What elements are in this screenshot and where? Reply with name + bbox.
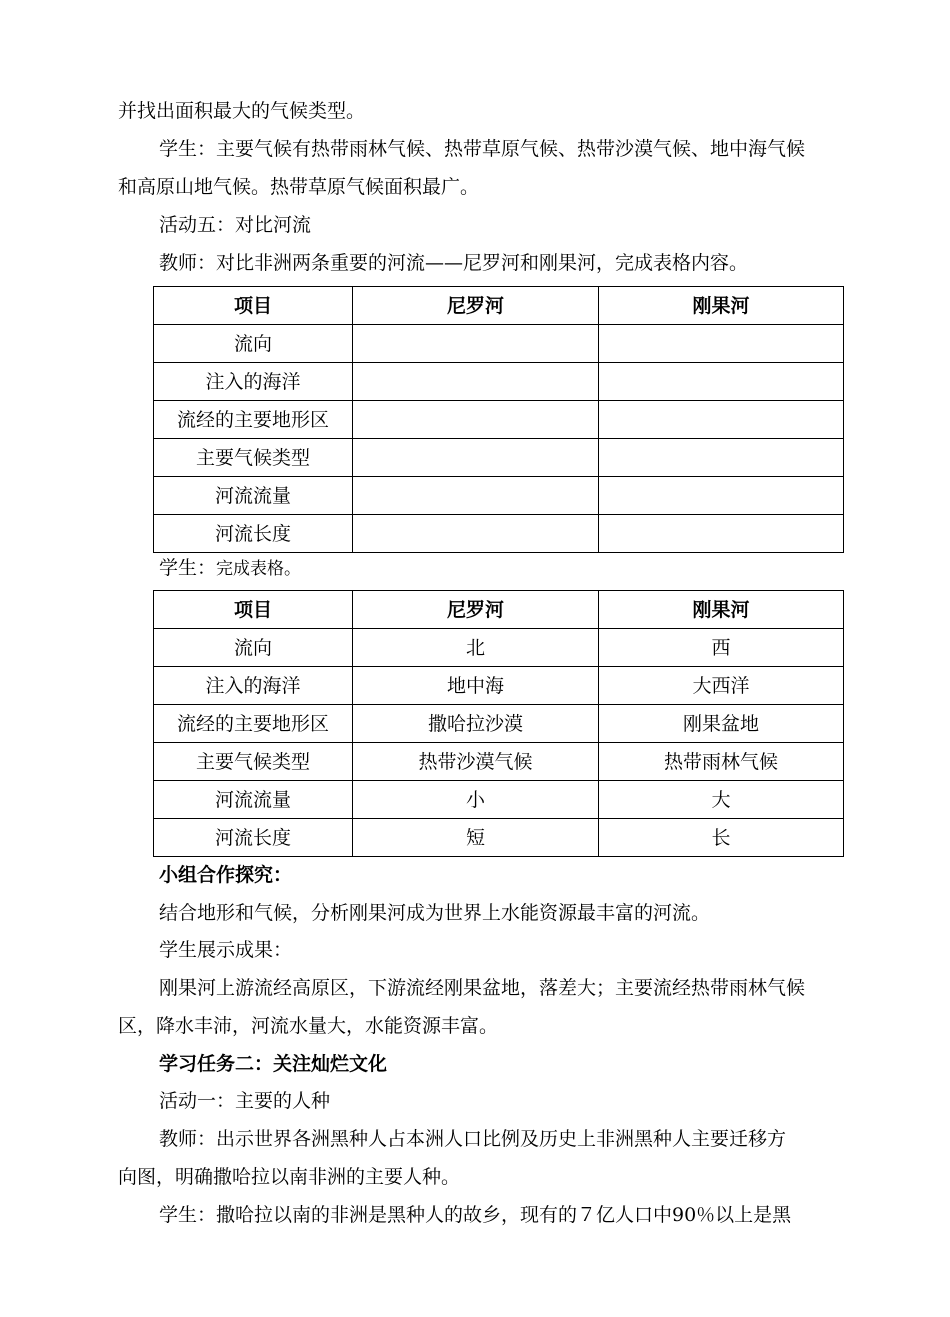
paragraph: 活动一：主要的人种 [159,1090,331,1112]
table-header-cell: 项目 [154,591,353,629]
table-cell: 注入的海洋 [154,667,353,705]
paragraph-text: 完成表格。 [216,559,302,579]
paragraph: 并找出面积最大的气候类型。 [118,100,366,122]
table-header-cell: 刚果河 [599,287,844,325]
table-row [154,515,844,553]
table-row [154,781,844,819]
table-cell: 小 [353,781,599,819]
table-cell[interactable] [599,401,844,439]
table-cell: 热带沙漠气候 [353,743,599,781]
table-header-row [154,287,844,325]
speaker-label: 学生： [159,557,217,579]
table-row [154,363,844,401]
table-cell: 西 [599,629,844,667]
table-cell[interactable] [353,325,599,363]
table-row [154,667,844,705]
table-cell: 撒哈拉沙漠 [353,705,599,743]
table-cell: 热带雨林气候 [599,743,844,781]
river-comparison-table-empty [153,286,844,553]
table-cell[interactable] [599,325,844,363]
table-row [154,705,844,743]
table-cell: 北 [353,629,599,667]
paragraph: 向图，明确撒哈拉以南非洲的主要人种。 [118,1166,461,1188]
section-heading: 学习任务二：关注灿烂文化 [159,1053,388,1075]
river-comparison-table-filled [153,590,844,857]
paragraph: 学生展示成果： [159,939,293,961]
table-header-cell: 刚果河 [599,591,844,629]
section-heading: 小组合作探究： [159,864,293,886]
table-cell[interactable] [599,515,844,553]
paragraph: 教师：出示世界各洲黑种人占本洲人口比例及历史上非洲黑种人主要迁移方 [159,1128,787,1150]
table-row [154,743,844,781]
paragraph: 区，降水丰沛，河流水量大，水能资源丰富。 [118,1015,499,1037]
table-cell[interactable] [599,477,844,515]
table-cell: 大 [599,781,844,819]
table-cell[interactable] [353,477,599,515]
table-cell[interactable] [353,439,599,477]
table-cell: 河流长度 [154,819,353,857]
table-cell: 大西洋 [599,667,844,705]
paragraph [159,555,301,582]
table-row [154,629,844,667]
table-cell: 流向 [154,325,353,363]
table-row [154,819,844,857]
table-cell: 主要气候类型 [154,439,353,477]
table-cell[interactable] [353,515,599,553]
paragraph: 和高原山地气候。热带草原气候面积最广。 [118,176,480,198]
table-header-row [154,591,844,629]
table-cell: 流向 [154,629,353,667]
table-header-cell: 尼罗河 [353,287,599,325]
table-cell: 刚果盆地 [599,705,844,743]
table-cell: 地中海 [353,667,599,705]
table-header-cell: 项目 [154,287,353,325]
table-row [154,477,844,515]
table-header-cell: 尼罗河 [353,591,599,629]
table-cell: 河流流量 [154,477,353,515]
paragraph: 教师：对比非洲两条重要的河流——尼罗河和刚果河，完成表格内容。 [159,252,749,274]
paragraph: 学生：撒哈拉以南的非洲是黑种人的故乡，现有的７亿人口中90％以上是黑 [159,1204,792,1226]
table-cell[interactable] [353,363,599,401]
table-cell[interactable] [599,363,844,401]
table-cell[interactable] [353,401,599,439]
table-cell: 流经的主要地形区 [154,705,353,743]
table-cell: 短 [353,819,599,857]
table-cell[interactable] [599,439,844,477]
paragraph: 结合地形和气候，分析刚果河成为世界上水能资源最丰富的河流。 [159,902,711,924]
table-row [154,401,844,439]
table-cell: 河流长度 [154,515,353,553]
table-cell: 注入的海洋 [154,363,353,401]
table-row [154,325,844,363]
table-cell: 主要气候类型 [154,743,353,781]
table-cell: 河流流量 [154,781,353,819]
table-cell: 长 [599,819,844,857]
paragraph: 学生：主要气候有热带雨林气候、热带草原气候、热带沙漠气候、地中海气候 [159,138,806,160]
paragraph: 活动五：对比河流 [159,214,312,236]
table-cell: 流经的主要地形区 [154,401,353,439]
paragraph: 刚果河上游流经高原区，下游流经刚果盆地，落差大；主要流经热带雨林气候 [159,977,806,999]
table-row [154,439,844,477]
